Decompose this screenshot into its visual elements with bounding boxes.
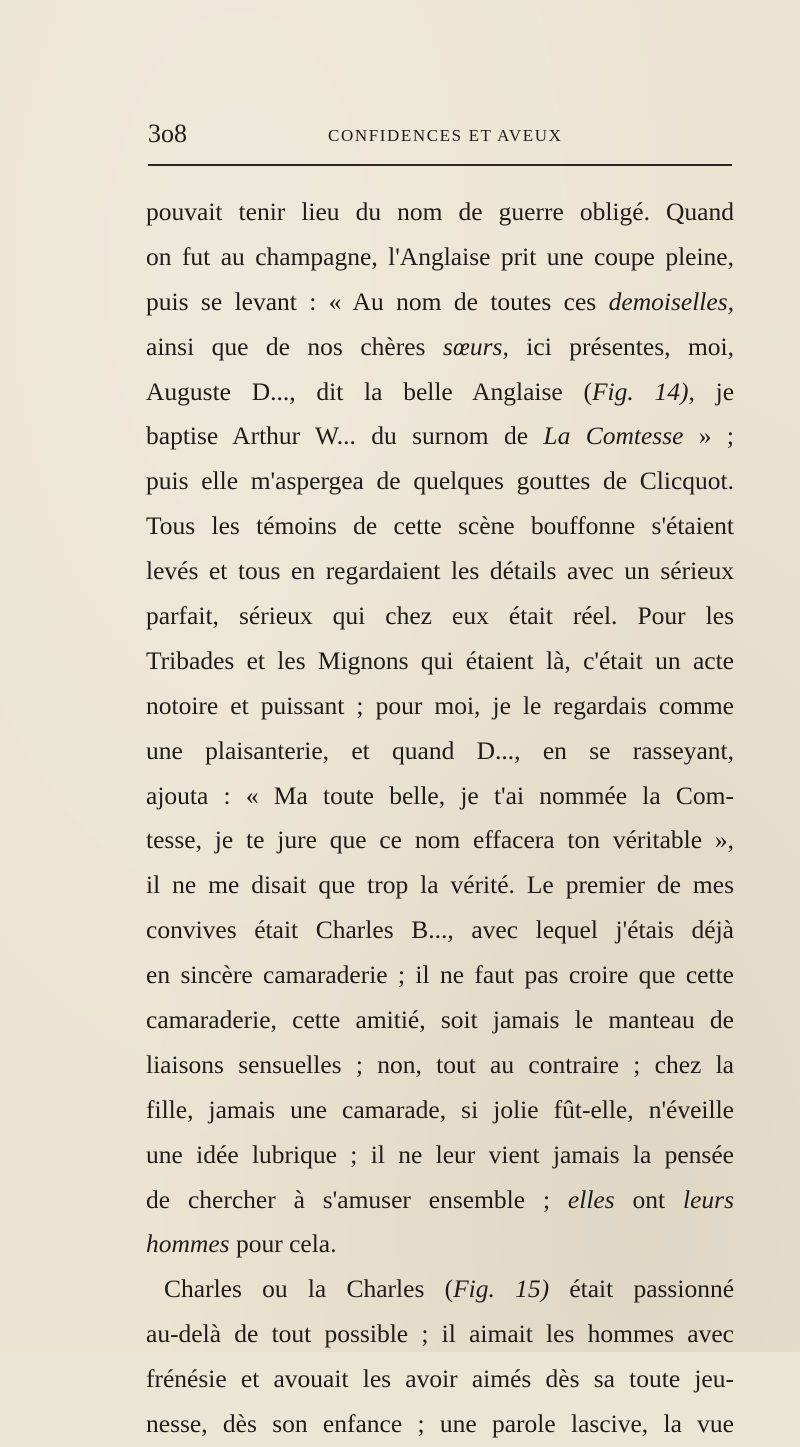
text-line: liaisons sensuelles ; non, tout au contraire ; chez la xyxy=(146,1049,734,1079)
italic-text: hommes xyxy=(146,1229,230,1259)
italic-text: demoiselles, xyxy=(608,286,735,316)
text-line: convives était Charles B..., avec lequel j'étais déjà xyxy=(146,915,734,945)
text-line: tesse, je te jure que ce nom effacera ton véritable », xyxy=(146,825,734,855)
header-rule xyxy=(148,164,732,166)
text-line xyxy=(146,370,734,415)
text-segment: Charles ou la Charles ( xyxy=(164,1274,454,1304)
text-segment: pour cela. xyxy=(235,1229,337,1259)
italic-text: Fig. 14), xyxy=(591,376,695,406)
italic-text: elles xyxy=(567,1184,615,1214)
text-segment: de chercher à s'amuser ensemble ; xyxy=(146,1184,551,1214)
body-text xyxy=(146,190,734,1447)
text-line: Tous les témoins de cette scène bouffonne s'étaient xyxy=(146,511,734,541)
text-line xyxy=(146,414,734,459)
text-segment: ont xyxy=(632,1184,666,1214)
text-line: en sincère camaraderie ; il ne faut pas croire que cette xyxy=(146,960,734,990)
text-segment: puis se levant : « Au nom de toutes ces xyxy=(146,286,597,316)
text-line: une plaisanterie, et quand D..., en se rasseyant, xyxy=(146,735,734,765)
text-segment: » ; xyxy=(698,421,734,451)
page-number: 3o8 xyxy=(148,119,187,148)
text-line xyxy=(146,280,734,325)
text-line xyxy=(146,1178,734,1223)
text-line xyxy=(146,325,734,370)
text-line: Tribades et les Mignons qui étaient là, c'était un acte xyxy=(146,645,734,675)
text-line: levés et tous en regardaient les détails avec un sérieux xyxy=(146,556,734,586)
page-header xyxy=(148,116,732,152)
italic-text: Fig. 15) xyxy=(453,1274,550,1304)
text-line: ajouta : « Ma toute belle, je t'ai nommée la Com- xyxy=(146,780,734,810)
text-line: pouvait tenir lieu du nom de guerre obligé. Quand xyxy=(146,197,734,226)
text-segment: baptise Arthur W... du surnom de xyxy=(146,421,529,451)
text-line: camaraderie, cette amitié, soit jamais le manteau de xyxy=(146,1005,734,1035)
text-line: frénésie et avouait les avoir aimés dès sa toute jeu- xyxy=(146,1364,734,1394)
text-segment: je xyxy=(715,376,735,406)
text-segment: ainsi que de nos chères xyxy=(146,331,426,361)
text-line: il ne me disait que trop la vérité. Le premier de mes xyxy=(146,870,734,900)
text-line: une idée lubrique ; il ne leur vient jamais la pensée xyxy=(146,1139,734,1169)
text-line: parfait, sérieux qui chez eux était réel. Pour les xyxy=(146,601,734,631)
running-head: CONFIDENCES ET AVEUX xyxy=(328,126,563,145)
text-line: au-delà de tout possible ; il aimait les hommes avec xyxy=(146,1319,734,1349)
text-line: fille, jamais une camarade, si jolie fût-elle, n'éveille xyxy=(146,1094,734,1124)
text-segment: Auguste D..., dit la belle Anglaise ( xyxy=(146,376,592,406)
text-segment: était passionné xyxy=(569,1274,735,1304)
text-line: puis elle m'aspergea de quelques gouttes de Clicquot. xyxy=(146,466,734,496)
text-line xyxy=(146,1267,734,1312)
text-line: nesse, dès son enfance ; une parole lascive, la vue xyxy=(146,1409,734,1439)
italic-text: sœurs, xyxy=(442,331,509,361)
italic-text: leurs xyxy=(683,1184,734,1214)
text-line: on fut au champagne, l'Anglaise prit une coupe pleine, xyxy=(146,241,734,271)
text-segment: ici présentes, moi, xyxy=(526,331,735,361)
text-line xyxy=(146,1222,734,1267)
text-line: notoire et puissant ; pour moi, je le regardais comme xyxy=(146,690,734,720)
italic-text: La Comtesse xyxy=(543,421,684,451)
